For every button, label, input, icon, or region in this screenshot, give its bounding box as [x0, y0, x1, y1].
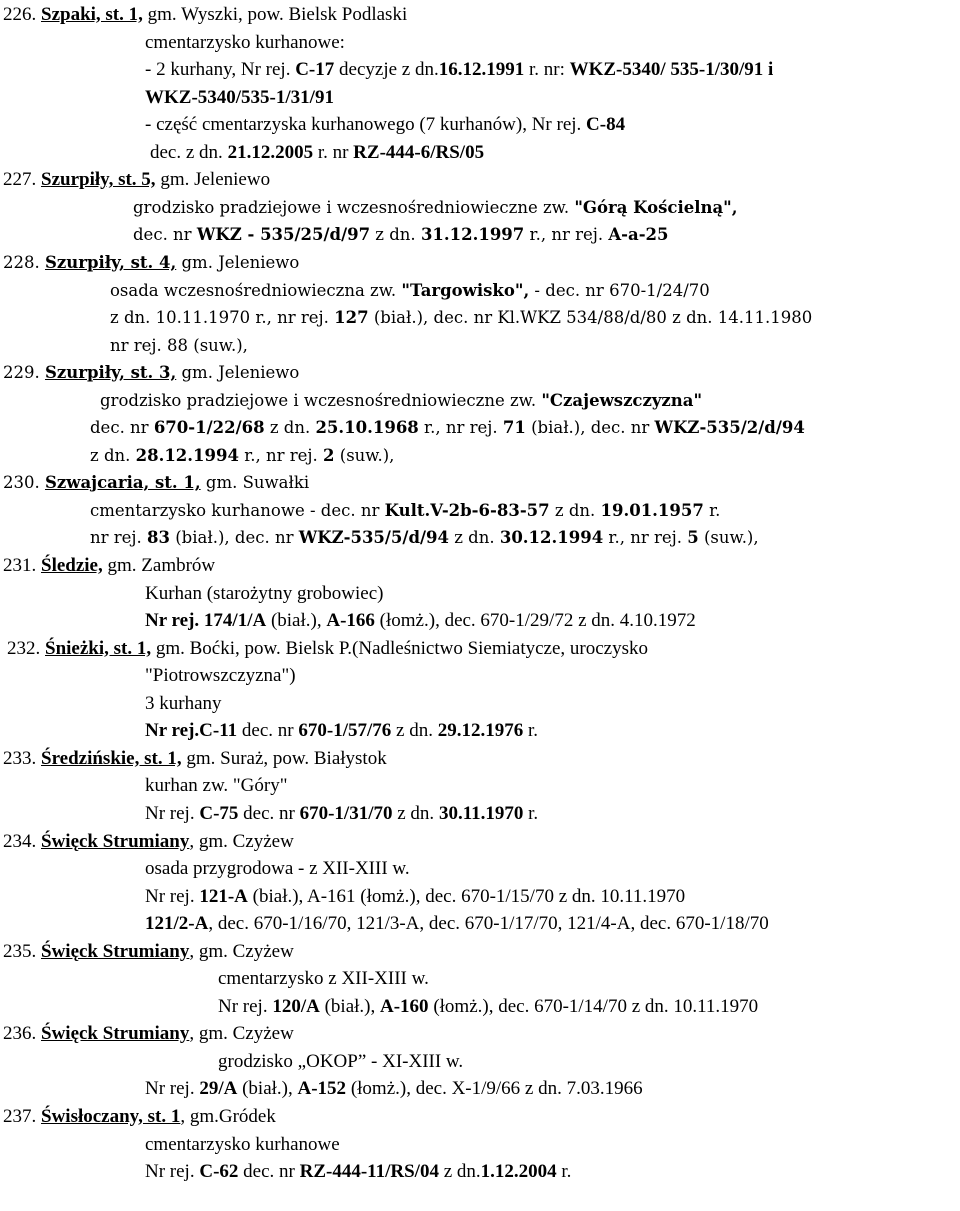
text-run: 230. [3, 473, 45, 493]
text-run: , dec. 670-1/16/70, 121/3-A, dec. 670-1/17/70, 121/4-A, dec. 670-1/18/70 [208, 913, 769, 935]
text-run: gm. Jeleniewo [155, 169, 271, 191]
text-run: RZ-444-6/RS/05 [353, 141, 485, 163]
text-run: , gm. Czyżew [189, 1023, 294, 1045]
text-run: 127 [334, 308, 369, 328]
document-line [145, 665, 296, 687]
document-line [145, 1161, 571, 1183]
text-run: (łomż.), dec. 670-1/14/70 z dn. 10.11.1970 [428, 995, 759, 1017]
document-line [145, 858, 410, 880]
document-line [3, 831, 294, 853]
text-run: Nr rej.C-11 [145, 720, 238, 742]
text-run: WKZ-5340/ 535-1/30/91 i [569, 59, 774, 81]
document-line [3, 1106, 276, 1128]
text-run: 121/2-A [145, 913, 209, 935]
document-line [145, 59, 773, 81]
text-run: gm. Jeleniewo [176, 363, 300, 383]
text-run: 226. [3, 4, 41, 25]
text-run: 237. [3, 1106, 41, 1127]
document-line [218, 1051, 463, 1073]
text-run: gm. Suraż, pow. Białystok [181, 747, 387, 769]
text-run: Nr rej. 174/1/A [145, 610, 267, 632]
site-name: Święck Strumiany [41, 940, 190, 962]
text-run: - 2 kurhany, Nr rej. [145, 59, 296, 81]
text-run: 30.11.1970 [438, 802, 524, 824]
text-run: (biał.), [266, 610, 327, 632]
text-run: , gm. Czyżew [189, 830, 294, 852]
text-run: - część cmentarzyska kurhanowego (7 kurhanów), Nr rej. [145, 114, 587, 136]
text-run: 234. [3, 830, 41, 852]
text-run: 229. [3, 363, 45, 383]
document-line [3, 252, 299, 274]
text-run: (biał.), dec. nr [525, 418, 655, 438]
site-name: Święck Strumiany [41, 830, 190, 852]
text-run: 29.12.1976 [437, 720, 524, 742]
text-run: z dn. [264, 418, 316, 438]
site-name: Średzińskie, st. 1, [41, 747, 182, 769]
text-run: r. [703, 500, 721, 520]
text-run: (biał.), dec. nr [170, 528, 299, 548]
text-run: r. [556, 1161, 572, 1183]
text-run: 1.12.2004 [480, 1161, 557, 1183]
site-name: Szurpiły, st. 3, [44, 363, 177, 383]
text-run: r., nr rej. [524, 225, 609, 245]
text-run: dec. nr [133, 225, 197, 245]
text-run: (biał.), A-161 (łomż.), dec. 670-1/15/70 z dn. 10.11.1970 [247, 885, 686, 907]
text-run: 5 [687, 528, 699, 548]
text-run: - dec. nr 670-1/24/70 [529, 280, 710, 300]
document-line [3, 555, 215, 577]
text-run: Nr rej. [145, 802, 200, 824]
text-run: nr rej. 88 (suw.), [110, 335, 248, 355]
text-run: Kurhan (starożytny grobowiec) [145, 582, 384, 604]
text-run: z dn. [392, 802, 439, 824]
text-run: A-a-25 [608, 225, 669, 245]
text-run: 233. [3, 747, 41, 769]
site-name: Szurpiły, st. 5, [41, 169, 156, 191]
text-run: 227. [3, 169, 41, 191]
text-run: A-152 [297, 1078, 347, 1100]
text-run: Nr rej. [145, 1161, 200, 1183]
text-run: r. nr [313, 141, 354, 163]
text-run: "Górą Kościelną", [574, 197, 738, 217]
text-run: grodzisko pradziejowe i wczesnośredniowieczne zw. [100, 390, 542, 410]
text-run: A-160 [380, 995, 429, 1017]
text-run: gm. Boćki, pow. Bielsk P.(Nadleśnictwo Siemiatycze, uroczysko [151, 637, 649, 659]
text-run: 235. [3, 940, 41, 962]
text-run: 232. [7, 637, 45, 659]
text-run: 31.12.1997 [420, 225, 525, 245]
document-line [218, 996, 758, 1018]
text-run: C-75 [199, 802, 239, 824]
text-run: r. nr: [524, 59, 570, 81]
document-line [133, 197, 738, 219]
text-run: 670-1/22/68 [153, 418, 265, 438]
document-line [7, 638, 648, 660]
text-run: cmentarzysko z XII-XIII w. [218, 968, 429, 990]
text-run: Nr rej. [218, 995, 273, 1017]
document-line [145, 114, 625, 136]
text-run: C-84 [586, 114, 626, 136]
document-line [145, 913, 769, 935]
document-line [100, 390, 702, 412]
text-run: (biał.), [319, 995, 380, 1017]
text-run: Nr rej. [145, 885, 200, 907]
text-run: RZ-444-11/RS/04 [299, 1161, 439, 1183]
text-run: 231. [3, 555, 41, 576]
document-line [218, 968, 429, 990]
text-run: dec. nr [90, 418, 154, 438]
text-run: WKZ - 535/25/d/97 [196, 225, 371, 245]
text-run: 121-A [199, 885, 248, 907]
text-run: decyzje z dn. [334, 59, 439, 81]
text-run: dec. nr [238, 802, 300, 824]
site-name: Świsłoczany, st. 1 [41, 1106, 181, 1127]
text-run: z dn. [391, 720, 438, 742]
text-run: cmentarzysko kurhanowe: [145, 31, 345, 53]
text-run: dec. nr [238, 1161, 300, 1183]
text-run: r., nr rej. [418, 418, 503, 438]
text-run: dec. nr [237, 720, 299, 742]
site-name: Szpaki, st. 1, [41, 4, 143, 25]
text-run: r. [523, 802, 539, 824]
document-line [110, 335, 248, 357]
text-run: (biał.), [237, 1078, 298, 1100]
text-run: "Piotrowszczyzna") [145, 665, 296, 687]
site-name: Szwajcaria, st. 1, [44, 473, 201, 493]
document-line [110, 307, 812, 329]
text-run: gm. Wyszki, pow. Bielsk Podlaski [142, 4, 408, 25]
text-run: Kult.V-2b-6-83-57 [384, 500, 550, 520]
text-run: grodzisko „OKOP” - XI-XIII w. [218, 1050, 464, 1072]
document-line [145, 583, 383, 605]
document-line [90, 500, 720, 522]
document-line [145, 803, 538, 825]
text-run: gm. Jeleniewo [176, 252, 300, 272]
text-run: osada wczesnośredniowieczna zw. [110, 280, 402, 300]
text-run: , gm.Gródek [180, 1106, 276, 1127]
text-run: 670-1/31/70 [299, 802, 393, 824]
document-line [3, 472, 309, 494]
document-line [145, 693, 222, 715]
document-line [90, 417, 805, 439]
text-run: (łomż.), dec. 670-1/29/72 z dn. 4.10.1972 [374, 610, 696, 632]
text-run: 19.01.1957 [600, 500, 704, 520]
text-run: 120/A [272, 995, 320, 1017]
text-run: cmentarzysko kurhanowe [145, 1133, 340, 1155]
text-run: C-17 [295, 59, 335, 81]
text-run: 71 [502, 418, 526, 438]
text-run: gm. Zambrów [102, 555, 216, 576]
text-run: gm. Suwałki [200, 473, 310, 493]
document-line [90, 527, 759, 549]
text-run: z dn. [549, 500, 601, 520]
text-run: C-62 [199, 1161, 239, 1183]
text-run: r. [523, 720, 538, 742]
document-line [3, 941, 294, 963]
document-line [3, 4, 407, 26]
document-line [90, 445, 394, 467]
text-run: cmentarzysko kurhanowe - dec. nr [90, 500, 385, 520]
text-run: WKZ-5340/535-1/31/91 [145, 86, 334, 108]
text-run: dec. z dn. [150, 141, 228, 163]
text-run: z dn. [448, 528, 500, 548]
document-line [145, 610, 696, 632]
document-line [3, 1023, 294, 1045]
text-run: WKZ-535/5/d/94 [298, 528, 449, 548]
document-line [3, 362, 299, 384]
site-name: Śledzie, [41, 555, 103, 576]
document-line [145, 87, 334, 109]
text-run: 25.10.1968 [315, 418, 419, 438]
text-run: 29/A [199, 1078, 238, 1100]
text-run: (biał.), dec. nr Kl.WKZ 534/88/d/80 z dn. 14.11.1980 [368, 308, 813, 328]
text-run: 228. [3, 252, 45, 272]
document-line [145, 1134, 340, 1156]
site-name: Szurpiły, st. 4, [44, 252, 177, 272]
text-run: (suw.), [334, 445, 395, 465]
text-run: (łomż.), dec. X-1/9/66 z dn. 7.03.1966 [346, 1078, 643, 1100]
text-run: , gm. Czyżew [189, 940, 294, 962]
document-line [3, 169, 270, 191]
text-run: z dn. [370, 225, 421, 245]
text-run: 2 [323, 445, 335, 465]
document-line [150, 142, 484, 164]
text-run: 21.12.2005 [227, 141, 314, 163]
document-line [133, 224, 669, 246]
text-run: grodzisko pradziejowe i wczesnośredniowieczne zw. [133, 197, 575, 217]
site-name: Święck Strumiany [41, 1023, 190, 1045]
document-line [145, 1078, 643, 1100]
text-run: r., nr rej. [238, 445, 324, 465]
document-line [145, 720, 538, 742]
document-line [145, 775, 288, 797]
site-name: Śnieżki, st. 1, [45, 637, 152, 659]
text-run: 670-1/57/76 [298, 720, 392, 742]
text-run: kurhan zw. "Góry" [145, 775, 288, 797]
document-line [110, 280, 710, 302]
text-run: 30.12.1994 [499, 528, 604, 548]
text-run: (suw.), [698, 528, 759, 548]
text-run: 236. [3, 1023, 41, 1045]
text-run: "Czajewszczyzna" [541, 390, 703, 410]
text-run: 28.12.1994 [135, 445, 239, 465]
document-line [3, 748, 387, 770]
text-run: "Targowisko", [401, 280, 530, 300]
text-run: z dn. 10.11.1970 r., nr rej. [110, 308, 335, 328]
document-line [145, 32, 345, 54]
text-run: nr rej. [90, 528, 148, 548]
text-run: 16.12.1991 [438, 59, 525, 81]
text-run: Nr rej. [145, 1078, 200, 1100]
document-line [145, 886, 685, 908]
text-run: WKZ-535/2/d/94 [654, 418, 805, 438]
text-run: 83 [147, 528, 170, 548]
text-run: r., nr rej. [603, 528, 688, 548]
text-run: osada przygrodowa - z XII-XIII w. [145, 858, 410, 880]
text-run: z dn. [90, 445, 136, 465]
text-run: z dn. [438, 1161, 481, 1183]
text-run: 3 kurhany [145, 692, 222, 714]
text-run: A-166 [326, 610, 375, 632]
